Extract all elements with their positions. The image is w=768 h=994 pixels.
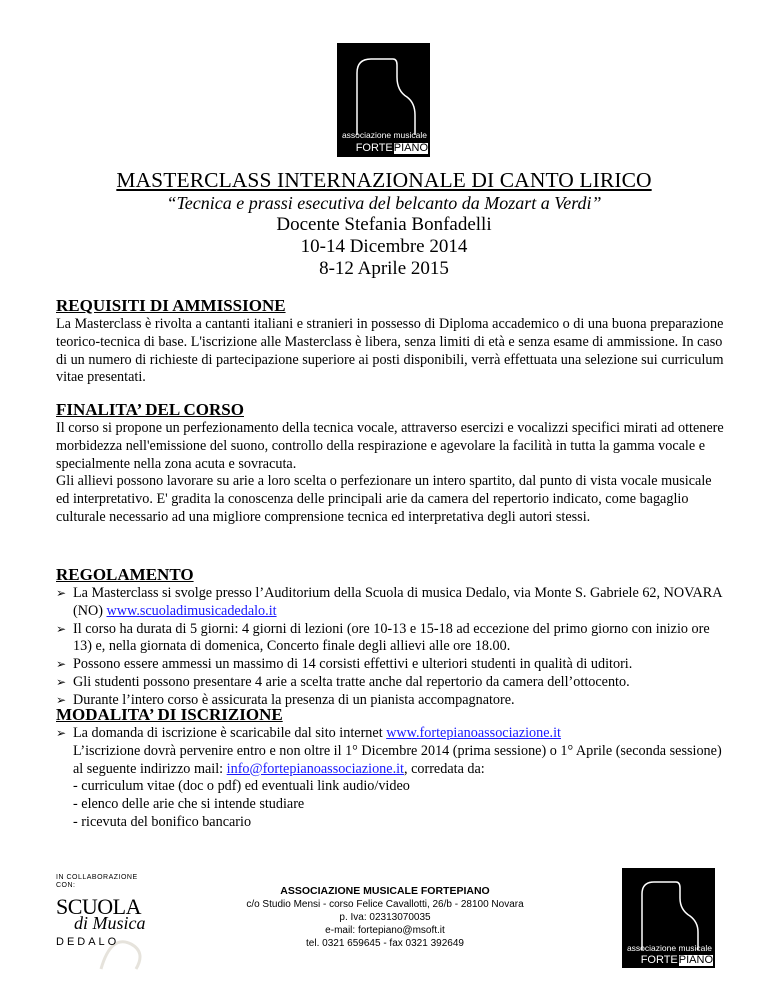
fortepiano-logo [337,43,430,157]
section-heading: MODALITA’ DI ISCRIZIONE [56,705,283,724]
section-paragraph-1: Il corso si propone un perfezionamento della tecnica vocale, attraverso esercizi e vocalizzi specifici mirati ad ottenere morbidezza nell'emissione del suono, controllo della respirazione e agevolare la facilità in tutta la gamma vocale e specialmente nella zona acuta e sovracuta. [56,420,724,472]
list-item [56,725,726,778]
teacher-line: Docente Stefania Bonfadelli [276,214,492,235]
section-requisiti [56,296,726,387]
fortepiano-logo-footer [622,868,715,968]
arrow-bullet-icon: ➢ [56,586,67,600]
list-item-text: , corredata da: [404,760,485,777]
association-website-link[interactable]: www.fortepianoassociazione.it [386,725,561,741]
arrow-bullet-icon: ➢ [56,692,67,707]
date-line-2: 8-12 Aprile 2015 [319,258,449,279]
list-item [56,585,726,621]
date-line-1: 10-14 Dicembre 2014 [300,236,468,257]
list-item-text: Gli studenti possono presentare 4 arie a scelta tratte anche dal repertorio da camera dell’ottocento. [73,673,630,690]
section-paragraph-2: Gli allievi possono lavorare su arie a loro scelta o perfezionare un intero spartito, dal punto di vista vocale musicale ed interpretativo. E' gradita la conoscenza delle principali arie da camera del repertorio indicato, come bagaglio culturale necessario ad una migliore comprensione tecnica ed interpretativa degli autori stessi. [56,473,712,525]
arrow-bullet-icon: ➢ [56,674,67,689]
footer-email: e-mail: fortepiano@msoft.it [325,925,445,936]
arrow-bullet-icon: ➢ [56,621,67,636]
footer-address: c/o Studio Mensi - corso Felice Cavallotti, 26/b - 28100 Novara [246,899,524,910]
enrollment-list [56,725,726,778]
collab-dedalo: DEDALO [56,936,120,948]
logo-piano: PIANO [393,142,428,154]
list-item-text: Durante l’intero corso è assicurata la presenza di un pianista accompagnatore. [73,691,515,708]
list-item-text: La Masterclass si svolge presso l’Auditorium della Scuola di musica Dedalo, via Monte S. Gabriele 62, NOVARA (NO) [73,585,722,619]
section-regolamento [56,565,726,710]
section-heading: FINALITA’ DEL CORSO [56,400,244,419]
requirement-line: - ricevuta del bonifico bancario [73,813,252,830]
list-item-text: Possono essere ammessi un massimo di 14 corsisti effettivi e ulteriori studenti in qualità di uditori. [73,656,633,673]
rules-list [56,585,726,710]
logo-piano: PIANO [678,954,713,966]
collab-caption: CON: [56,882,76,889]
list-item [56,674,726,692]
section-finalita [56,400,726,527]
footer-phone: tel. 0321 659645 - fax 0321 392649 [306,938,464,949]
collab-caption: IN COLLABORAZIONE [56,874,138,881]
logo-forte: FORTE [640,954,678,966]
list-item [56,656,726,674]
footer-name: ASSOCIAZIONE MUSICALE FORTEPIANO [280,885,490,897]
list-item-text: L’iscrizione dovrà pervenire entro e non oltre il 1° Dicembre 2014 (prima sessione) o 1° Aprile (seconda sessione) al seguente indirizzo mail: [73,742,722,777]
collab-scuola: SCUOLA [56,894,142,919]
requirement-line: - curriculum vitae (doc o pdf) ed eventuali link audio/video [73,778,410,795]
page-subtitle: “Tecnica e prassi esecutiva del belcanto da Mozart a Verdi” [166,193,602,213]
collab-di-musica: di Musica [74,913,146,933]
section-heading: REGOLAMENTO [56,565,194,584]
logo-forte: FORTE [355,142,393,154]
list-item [56,621,726,657]
arrow-bullet-icon: ➢ [56,657,67,672]
email-link[interactable]: info@fortepianoassociazione.it [226,760,404,777]
school-website-link[interactable]: www.scuoladimusicadedalo.it [106,602,277,619]
piano-outline-icon [622,868,715,968]
footer-piva: p. Iva: 02313070035 [339,912,431,923]
logo-line1: associazione musicale [341,130,427,140]
list-item-text: La domanda di iscrizione è scaricabile dal sito internet [73,725,387,741]
requirement-line: - elenco delle arie che si intende studiare [73,796,305,813]
logo-line2 [640,955,713,966]
arrow-bullet-icon: ➢ [56,726,67,740]
section-modalita [56,705,726,832]
collaboration-logo [56,874,166,969]
logo-line2 [355,143,428,154]
list-item-text: Il corso ha durata di 5 giorni: 4 giorni di lezioni (ore 10-13 e 15-18 ad eccezione del primo giorno con inizio ore 13) e, nella giornata di domenica, Concerto finale degli allievi alle ore 18.00. [73,620,710,655]
section-heading: REQUISITI DI AMMISSIONE [56,296,286,315]
logo-line1: associazione musicale [626,943,712,953]
association-footer [220,885,550,950]
section-text: La Masterclass è rivolta a cantanti italiani e stranieri in possesso di Diploma accademico o di una buona preparazione teorico-tecnica di base. L'iscrizione alle Masterclass è libera, senza limiti di età e senza esame di ammissione. In caso di un numero di richieste di partecipazione superiore ai posti disponibili, verrà effettuata una selezione sui curriculum vitae presentati. [56,316,724,386]
page-title: MASTERCLASS INTERNAZIONALE DI CANTO LIRICO [116,168,652,192]
